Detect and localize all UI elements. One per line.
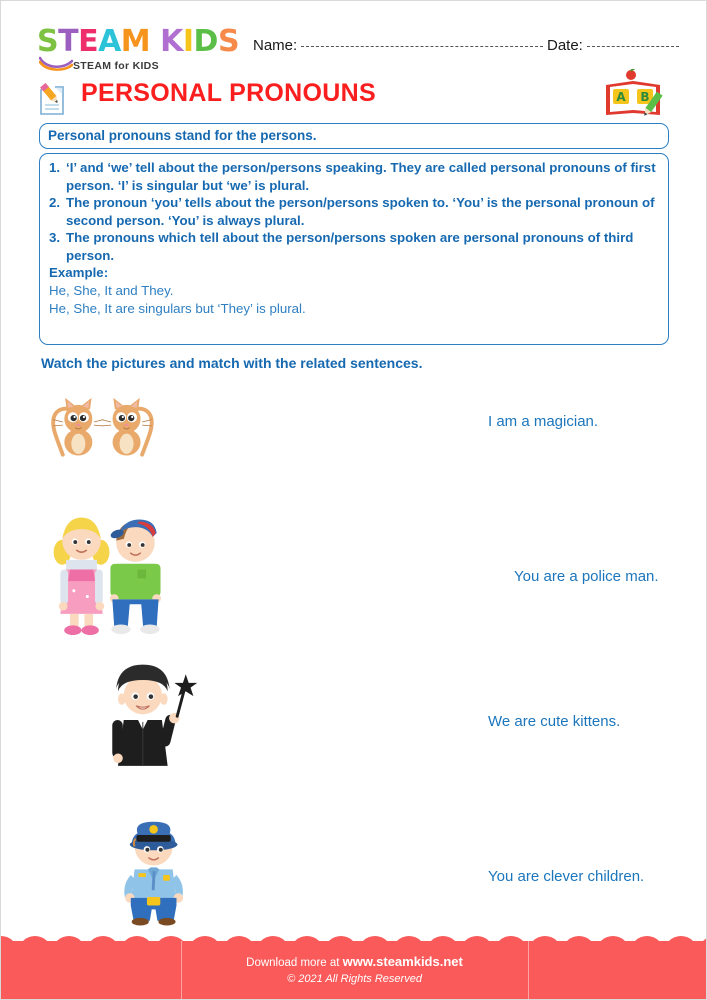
match-row xyxy=(1,653,707,778)
rule-item xyxy=(49,229,659,264)
date-label: Date: xyxy=(547,37,583,54)
date-input-line[interactable] xyxy=(587,46,679,47)
rule-number: 1. xyxy=(49,160,61,175)
page-header xyxy=(1,1,707,73)
abc-book-icon xyxy=(601,69,669,121)
footer-download-prefix: Download more at xyxy=(246,957,343,969)
date-field[interactable] xyxy=(547,37,679,54)
logo-letter: M xyxy=(120,24,151,59)
example-line: He, She, It and They. xyxy=(49,282,174,298)
rule-text: The pronoun ‘you’ tells about the person/persons spoken to. ‘You’ is the personal pronoun of second person. ‘You’ is always plural. xyxy=(66,195,655,228)
sentence-option[interactable]: You are clever children. xyxy=(488,868,645,885)
logo-letter: T xyxy=(58,24,79,59)
logo-letter: S xyxy=(217,24,240,59)
footer-copyright: © 2021 All Rights Reserved xyxy=(287,973,422,985)
example-label: Example: xyxy=(49,265,109,280)
svg-text:B: B xyxy=(640,90,650,104)
logo-wordmark xyxy=(37,24,240,59)
summary-text: Personal pronouns stand for the persons. xyxy=(48,128,317,143)
logo-tagline: STEAM for KIDS xyxy=(73,60,159,72)
activity-instruction: Watch the pictures and match with the related sentences. xyxy=(41,355,423,371)
footer-download-text xyxy=(1,954,707,969)
page-title: PERSONAL PRONOUNS xyxy=(81,79,376,107)
page-footer xyxy=(1,941,707,1000)
magician-illustration xyxy=(97,653,202,768)
rule-text: ‘I’ and ‘we’ tell about the person/persons speaking. They are called personal pronouns of first person. ‘I’ is singular but ‘we’ is plural. xyxy=(66,160,656,193)
logo-letter: D xyxy=(193,24,218,59)
sentence-option[interactable]: I am a magician. xyxy=(488,413,599,430)
rule-item xyxy=(49,159,659,194)
steam-kids-logo xyxy=(37,24,240,72)
example-line: He, She, It are singulars but ‘They’ is plural. xyxy=(49,300,306,316)
pencil-notepad-icon xyxy=(33,79,73,117)
svg-text:A: A xyxy=(616,90,626,104)
rules-box xyxy=(39,153,669,345)
sentence-option[interactable]: You are a police man. xyxy=(514,568,659,585)
rule-number: 3. xyxy=(49,230,61,245)
policeman-illustration xyxy=(106,806,206,926)
scallop-edge xyxy=(1,931,707,953)
logo-letter: S xyxy=(37,24,59,59)
kittens-illustration xyxy=(41,383,181,461)
name-input-line[interactable] xyxy=(301,46,543,47)
two-children-image[interactable] xyxy=(41,506,221,636)
match-row xyxy=(1,383,707,508)
policeman-image[interactable] xyxy=(106,806,286,936)
rule-text: The pronouns which tell about the person/persons spoken are personal pronouns of third person. xyxy=(66,230,634,263)
match-row xyxy=(1,506,707,651)
logo-letter: E xyxy=(78,24,99,59)
logo-letter: A xyxy=(98,24,121,59)
footer-website-link[interactable]: www.steamkids.net xyxy=(342,954,463,969)
footer-divider-right xyxy=(528,941,529,1000)
sentence-option[interactable]: We are cute kittens. xyxy=(488,713,621,730)
match-row xyxy=(1,806,707,934)
logo-swoosh-icon xyxy=(39,55,73,71)
rule-item xyxy=(49,194,659,229)
logo-letter: K xyxy=(160,24,183,59)
footer-divider-left xyxy=(181,941,182,1000)
logo-letter: I xyxy=(182,24,194,59)
name-field[interactable] xyxy=(253,37,543,54)
children-illustration xyxy=(41,506,176,636)
magician-boy-image[interactable] xyxy=(97,653,277,783)
summary-box xyxy=(39,123,669,149)
rule-number: 2. xyxy=(49,195,61,210)
name-label: Name: xyxy=(253,37,298,54)
two-kittens-image[interactable] xyxy=(41,383,221,513)
